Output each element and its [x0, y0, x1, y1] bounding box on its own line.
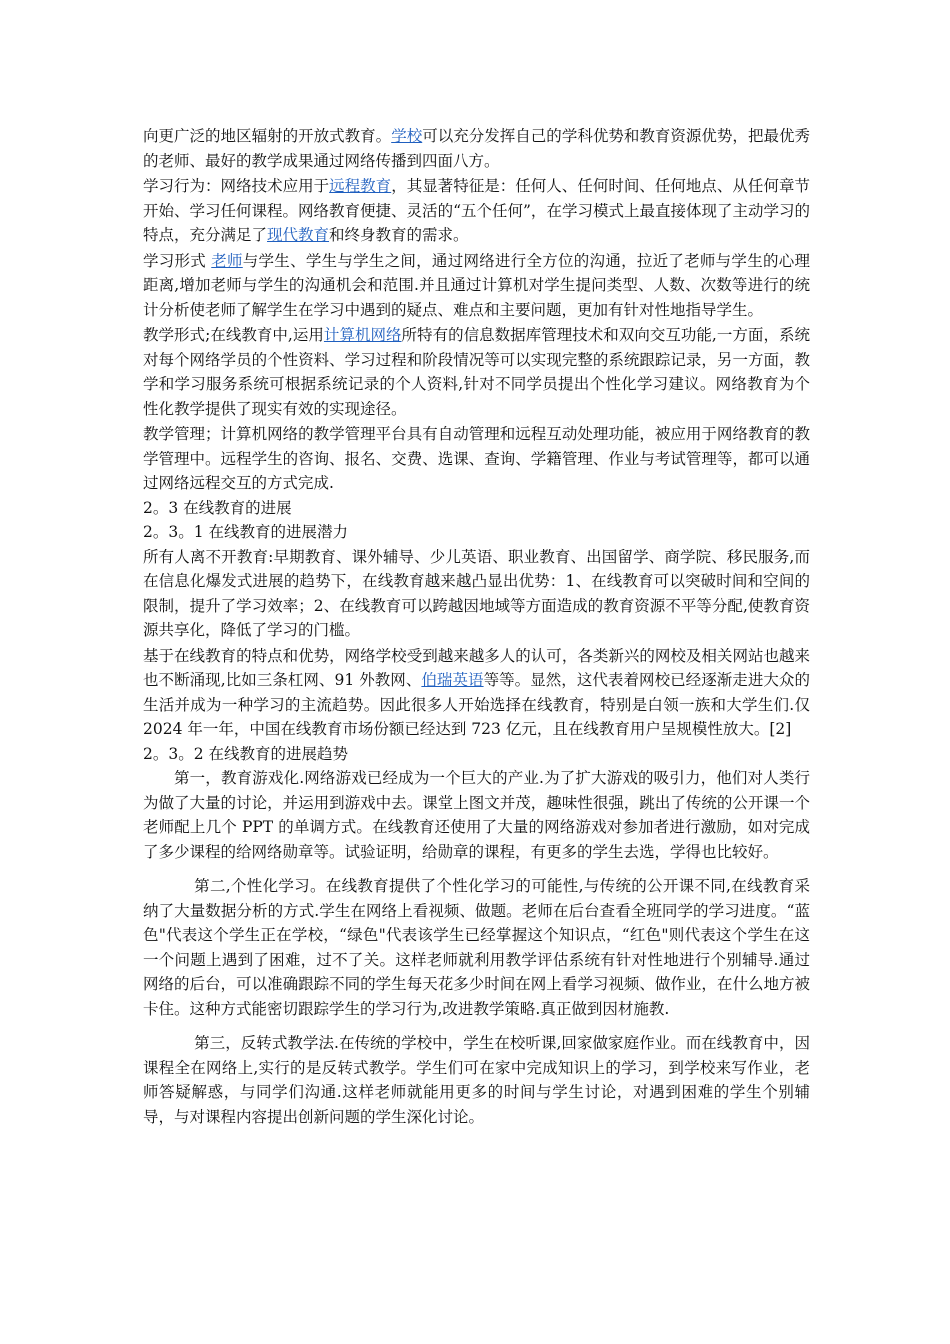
document-page	[143, 124, 810, 1129]
paragraph-gamification: 第一，教育游戏化.网络游戏已经成为一个巨大的产业.为了扩大游戏的吸引力，他们对人类行为做了大量的讨论，并运用到游戏中去。课堂上图文并茂，趣味性很强，跳出了传统的公开课一个老师配上几个 PPT 的单调方式。在线教育还使用了大量的网络游戏对参加者进行激励，如对完成了多少课程的给网络勋章等。试验证明，给勋章的课程，有更多的学生去选，学得也比较好。	[143, 769, 810, 861]
section-heading-2-3: 2。3 在线教育的进展	[143, 498, 292, 517]
text-span: ，其显著特征是：任何人、任何时间、任何地点、从任何章节开始、学习任何课程。网络教育便捷、灵活的“五个任何”，在学习模式上最直接体现了主动学习的特点，充分满足了	[143, 177, 810, 244]
link-distance-education[interactable]: 远程教育	[329, 177, 392, 195]
paragraph-learning-behavior	[143, 174, 810, 248]
paragraph-online-school	[143, 644, 810, 742]
section-heading-2-3-1: 2。3。1 在线教育的进展潜力	[143, 523, 349, 541]
text-span: 等等。显然，这代表着网校已经逐渐走进大众的生活并成为一种学习的主流趋势。因此很多人开始选择在线教育，特别是白领一族和大学生们.仅 2024 年一年，中国在线教育市场份额已经达到 723 亿元，且在线教育用户呈规模性放大。[2]	[143, 671, 810, 738]
link-modern-education[interactable]: 现代教育	[267, 226, 330, 244]
link-teacher[interactable]: 老师	[211, 251, 243, 270]
text-span: 教学形式;在线教育中,运用	[143, 326, 324, 344]
text-span: 学习形式	[143, 251, 212, 270]
paragraph-learning-form	[143, 249, 810, 323]
paragraph-education-potential: 所有人离不开教育:早期教育、课外辅导、少儿英语、职业教育、出国留学、商学院、移民服务,而在信息化爆发式进展的趋势下，在线教育越来越凸显出优势：1、在线教育可以突破时间和空间的限制，提升了学习效率；2、在线教育可以跨越因地域等方面造成的教育资源不平等分配,使教育资源共享化，降低了学习的门槛。	[143, 547, 810, 639]
paragraph-personalized-learning: 第二,个性化学习。在线教育提供了个性化学习的可能性,与传统的公开课不同,在线教育采纳了大量数据分析的方式.学生在网络上看视频、做题。老师在后台查看全班同学的学习进度。“蓝色"代表这个学生正在学校，“绿色"代表该学生已经掌握这个知识点，“红色"则代表这个学生在这一个问题上遇到了困难，过不了关。这样老师就利用教学评估系统有针对性地进行个别辅导.通过网络的后台，可以准确跟踪不同的学生每天花多少时间在网上看学习视频、做作业，在什么地方被卡住。这种方式能密切跟踪学生的学习行为,改进教学策略.真正做到因材施教.	[143, 877, 810, 1018]
text-span: 可以充分发挥自己的学科优势和教育资源优势，把最优秀的老师、最好的教学成果通过网络传播到四面八方。	[143, 127, 810, 170]
link-computer-network[interactable]: 计算机网络	[323, 326, 402, 344]
section-heading-2-3-2: 2。3。2 在线教育的进展趋势	[143, 744, 349, 763]
paragraph-flipped-classroom: 第三，反转式教学法.在传统的学校中，学生在校听课,回家做家庭作业。而在线教育中，因课程全在网络上,实行的是反转式教学。学生们可在家中完成知识上的学习，到学校来写作业，老师答疑解惑，与同学们沟通.这样老师就能用更多的时间与学生讨论，对遇到困难的学生个别辅导，与对课程内容提出创新问题的学生深化讨论。	[143, 1034, 810, 1126]
paragraph-teaching-management: 教学管理；计算机网络的教学管理平台具有自动管理和远程互动处理功能，被应用于网络教育的教学管理中。远程学生的咨询、报名、交费、选课、查询、学籍管理、作业与考试管理等，都可以通过网络远程交互的方式完成.	[143, 425, 810, 492]
link-borui-english[interactable]: 伯瑞英语	[421, 671, 484, 689]
text-span: 基于在线教育的特点和优势，网络学校受到越来越多人的认可，各类新兴的网校及相关网站也越来也不断涌现,比如三条杠网、91 外教网、	[143, 646, 810, 689]
paragraph-open-education	[143, 124, 810, 173]
text-span: 向更广泛的地区辐射的开放式教育。	[143, 127, 392, 145]
text-span: 所特有的信息数据库管理技术和双向交互功能,一方面，系统对每个网络学员的个性资料、学习过程和阶段情况等可以实现完整的系统跟踪记录，另一方面，教学和学习服务系统可根据系统记录的个人资料,针对不同学员提出个性化学习建议。网络教育为个性化教学提供了现实有效的实现途径。	[143, 326, 810, 418]
link-school[interactable]: 学校	[391, 127, 423, 145]
text-span: 学习行为：网络技术应用于	[143, 177, 330, 195]
paragraph-teaching-form	[143, 323, 810, 421]
text-span: 与学生、学生与学生之间，通过网络进行全方位的沟通，拉近了老师与学生的心理距离,增加老师与学生的沟通机会和范围.并且通过计算机对学生提问类型、人数、次数等进行的统计分析使老师了解学生在学习中遇到的疑点、难点和主要问题，更加有针对性地指导学生。	[143, 251, 810, 319]
text-span: 和终身教育的需求。	[329, 226, 469, 244]
